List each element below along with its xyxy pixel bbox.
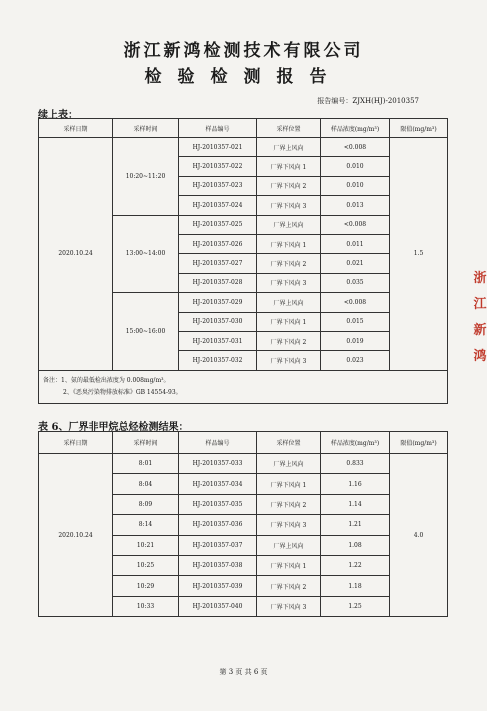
column-header: 样品编号 [179,119,257,138]
sampling-time-cell: 8:09 [113,494,179,514]
sample-id-cell: HJ-2010357-039 [179,576,257,596]
concentration-cell: 0.021 [321,254,390,273]
concentration-cell: <0.008 [321,293,390,312]
sampling-time-cell: 15:00~16:00 [113,293,179,371]
sample-id-cell: HJ-2010357-034 [179,474,257,494]
note-cell [39,370,448,403]
concentration-cell: 1.25 [321,596,390,616]
sampling-position-cell: 厂界下风向 3 [257,196,321,215]
sample-id-cell: HJ-2010357-032 [179,351,257,370]
sample-id-cell: HJ-2010357-021 [179,138,257,157]
sampling-time-cell: 10:20~11:20 [113,138,179,216]
company-name: 浙江新鸿检测技术有限公司 [123,41,364,61]
concentration-cell: 1.14 [321,494,390,514]
concentration-cell: 0.019 [321,331,390,350]
sample-id-cell: HJ-2010357-024 [179,196,257,215]
sample-id-cell: HJ-2010357-037 [179,535,257,555]
concentration-cell: 1.22 [321,555,390,575]
note-line-1: 备注：1、氨的最低检出浓度为 0.008mg/m³。 [43,376,170,384]
limit-cell: 1.5 [390,138,448,371]
table-row [39,138,448,157]
sampling-position-cell: 厂界下风向 1 [257,474,321,494]
column-header: 样品编号 [179,432,257,454]
column-header: 样品浓度(mg/m³) [321,432,390,454]
sample-id-cell: HJ-2010357-035 [179,494,257,514]
sample-id-cell: HJ-2010357-040 [179,596,257,616]
sampling-position-cell: 厂界下风向 2 [257,576,321,596]
sample-id-cell: HJ-2010357-029 [179,293,257,312]
sampling-position-cell: 厂界上风向 [257,454,321,474]
sampling-position-cell: 厂界下风向 2 [257,254,321,273]
column-header: 采样时间 [113,432,179,454]
sampling-position-cell: 厂界下风向 2 [257,331,321,350]
sampling-date-cell: 2020.10.24 [39,454,113,617]
sampling-time-cell: 10:21 [113,535,179,555]
sample-id-cell: HJ-2010357-022 [179,157,257,176]
sampling-time-cell: 10:25 [113,555,179,575]
sample-id-cell: HJ-2010357-023 [179,176,257,195]
page-footer: 第 3 页 共 6 页 [219,668,268,676]
sampling-position-cell: 厂界下风向 1 [257,312,321,331]
concentration-cell: 0.015 [321,312,390,331]
sample-id-cell: HJ-2010357-025 [179,215,257,234]
column-header: 限值(mg/m³) [390,119,448,138]
concentration-cell: 0.035 [321,273,390,292]
concentration-cell: 1.08 [321,535,390,555]
continued-label: 续上表： [38,110,78,121]
concentration-cell: 0.013 [321,196,390,215]
sample-id-cell: HJ-2010357-031 [179,331,257,350]
sampling-position-cell: 厂界上风向 [257,138,321,157]
seal-stamp: 浙 江 新 鸿 [473,271,487,364]
sampling-time-cell: 10:33 [113,596,179,616]
column-header: 采样位置 [257,432,321,454]
sampling-time-cell: 10:29 [113,576,179,596]
sampling-position-cell: 厂界下风向 2 [257,494,321,514]
sampling-position-cell: 厂界下风向 1 [257,157,321,176]
sampling-position-cell: 厂界上风向 [257,215,321,234]
sample-id-cell: HJ-2010357-028 [179,273,257,292]
sampling-position-cell: 厂界上风向 [257,293,321,312]
sampling-time-cell: 13:00~14:00 [113,215,179,293]
concentration-cell: 1.18 [321,576,390,596]
table-row [39,454,448,474]
report-title: 检验检测报告 [144,67,343,87]
sampling-position-cell: 厂界上风向 [257,535,321,555]
nmhc-results-table [38,431,448,617]
column-header: 采样日期 [39,432,113,454]
limit-cell: 4.0 [390,454,448,617]
sampling-position-cell: 厂界下风向 3 [257,596,321,616]
concentration-cell: 1.21 [321,515,390,535]
sample-id-cell: HJ-2010357-036 [179,515,257,535]
table-header-row [39,432,448,454]
sampling-date-cell: 2020.10.24 [39,138,113,371]
column-header: 采样时间 [113,119,179,138]
column-header: 限值(mg/m³) [390,432,448,454]
sampling-position-cell: 厂界下风向 1 [257,234,321,253]
sample-id-cell: HJ-2010357-038 [179,555,257,575]
column-header: 采样位置 [257,119,321,138]
sampling-position-cell: 厂界下风向 2 [257,176,321,195]
column-header: 样品浓度(mg/m³) [321,119,390,138]
sample-id-cell: HJ-2010357-033 [179,454,257,474]
concentration-cell: 0.011 [321,234,390,253]
concentration-cell: <0.008 [321,138,390,157]
sample-id-cell: HJ-2010357-030 [179,312,257,331]
sample-id-cell: HJ-2010357-027 [179,254,257,273]
sampling-position-cell: 厂界下风向 3 [257,515,321,535]
table-header-row [39,119,448,138]
sampling-time-cell: 8:14 [113,515,179,535]
concentration-cell: <0.008 [321,215,390,234]
concentration-cell: 0.010 [321,176,390,195]
concentration-cell: 0.010 [321,157,390,176]
concentration-cell: 0.023 [321,351,390,370]
concentration-cell: 1.16 [321,474,390,494]
sampling-position-cell: 厂界下风向 3 [257,351,321,370]
concentration-cell: 0.833 [321,454,390,474]
sampling-time-cell: 8:01 [113,454,179,474]
sample-id-cell: HJ-2010357-026 [179,234,257,253]
ammonia-results-table [38,118,448,404]
sampling-position-cell: 厂界下风向 1 [257,555,321,575]
table6-title: 表 6、厂界非甲烷总烃检测结果： [38,422,189,433]
note-line-2: 2、《恶臭污染物排放标准》GB 14554-93。 [63,388,182,396]
report-number: 报告编号：ZJXH(HJ)-2010357 [317,97,419,105]
sampling-position-cell: 厂界下风向 3 [257,273,321,292]
column-header: 采样日期 [39,119,113,138]
note-row [39,370,448,403]
sampling-time-cell: 8:04 [113,474,179,494]
